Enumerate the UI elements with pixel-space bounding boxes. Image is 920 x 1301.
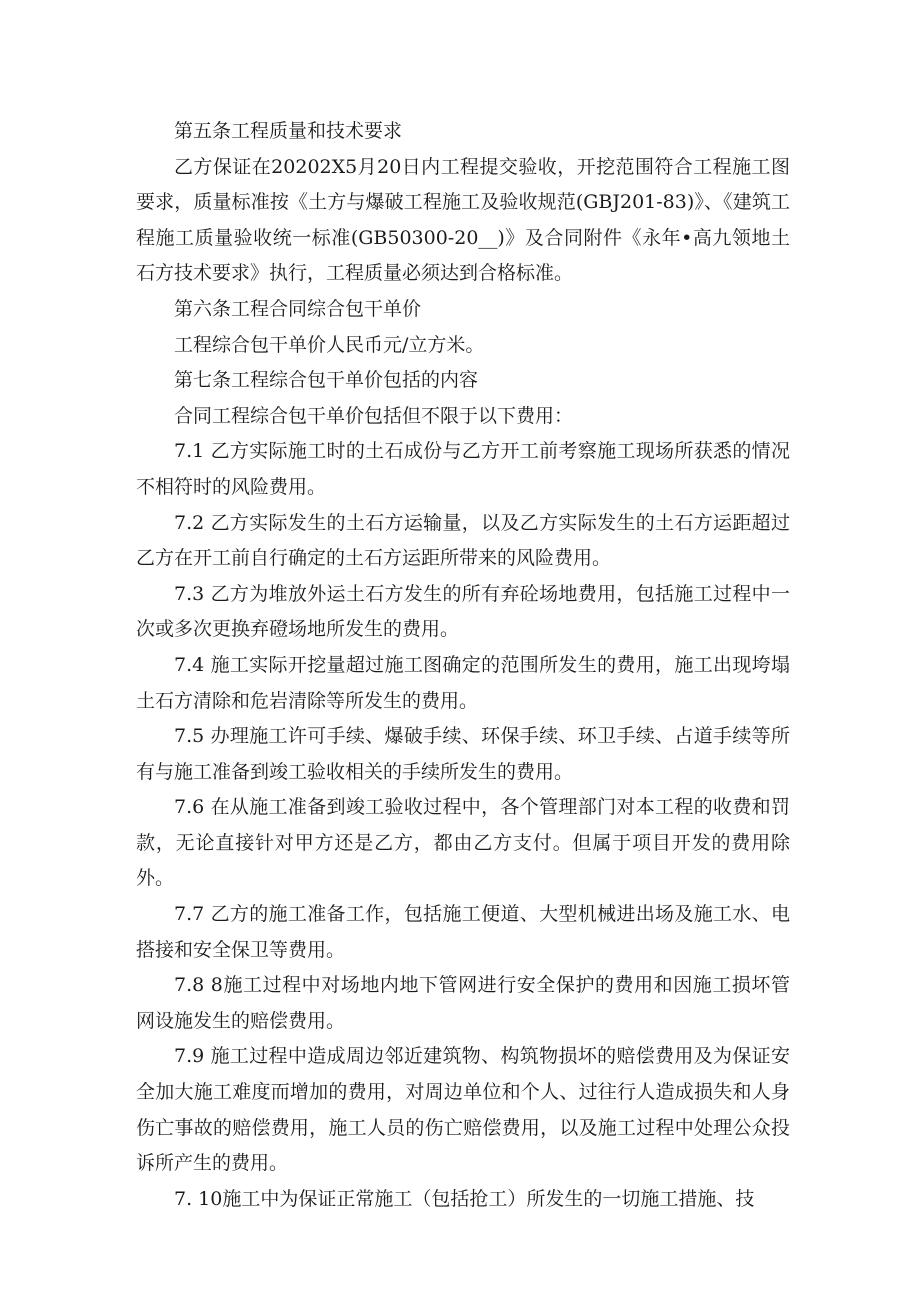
paragraph-unit-price: 工程综合包干单价人民币元/立方米。	[174, 333, 485, 356]
clause-7-9: 7.9 施工过程中造成周边邻近建筑物、构筑物损坏的赔偿费用及为保证安全加大施工难度而增加的费用，对周边单位和个人、过往行人造成损失和人身伤亡事故的赔偿费用，施工人员的伤亡赔偿费用，以及施工过程中处理公众投诉所产生的费用。	[136, 1045, 790, 1175]
paragraph-quality-standard: 乙方保证在20202X5月20日内工程提交验收，开挖范围符合工程施工图要求，质量标准按《土方与爆破工程施工及验收规范(GBJ201-83)》、《建筑工程施工质量验收统一标准(GB50300-20__)》及合同附件《永年•高九领地土石方技术要求》执行，工程质量必须达到合格标准。	[136, 155, 790, 285]
heading-article-6: 第六条工程合同综合包干单价	[174, 297, 422, 320]
clause-7-6: 7.6 在从施工准备到竣工验收过程中，各个管理部门对本工程的收费和罚款，无论直接针对甲方还是乙方，都由乙方支付。但属于项目开发的费用除外。	[136, 796, 790, 890]
paragraph-price-includes: 合同工程综合包干单价包括但不限于以下费用：	[174, 404, 574, 427]
clause-7-5: 7.5 办理施工许可手续、爆破手续、环保手续、环卫手续、占道手续等所有与施工准备到竣工验收相关的手续所发生的费用。	[136, 725, 790, 783]
heading-article-7: 第七条工程综合包干单价包括的内容	[174, 369, 479, 392]
clause-7-10: 7. 10施工中为保证正常施工（包括抢工）所发生的一切施工措施、技	[174, 1187, 755, 1210]
clause-7-3: 7.3 乙方为堆放外运土石方发生的所有弃砼场地费用，包括施工过程中一次或多次更换弃磴场地所发生的费用。	[136, 582, 790, 641]
clause-7-8: 7.8 8施工过程中对场地内地下管网进行安全保护的费用和因施工损坏管网设施发生的赔偿费用。	[136, 974, 790, 1032]
clause-7-7: 7.7 乙方的施工准备工作，包括施工便道、大型机械进出场及施工水、电搭接和安全保卫等费用。	[136, 903, 790, 961]
document-body	[136, 114, 790, 1217]
heading-article-5: 第五条工程质量和技术要求	[174, 120, 403, 142]
clause-7-4: 7.4 施工实际开挖量超过施工图确定的范围所发生的费用，施工出现垮塌土石方清除和危岩清除等所发生的费用。	[136, 653, 790, 712]
clause-7-2: 7.2 乙方实际发生的土石方运输量，以及乙方实际发生的土石方运距超过乙方在开工前自行确定的土石方运距所带来的风险费用。	[136, 511, 790, 570]
clause-7-1: 7.1 乙方实际施工时的土石成份与乙方开工前考察施工现场所获悉的情况不相符时的风险费用。	[136, 440, 790, 498]
